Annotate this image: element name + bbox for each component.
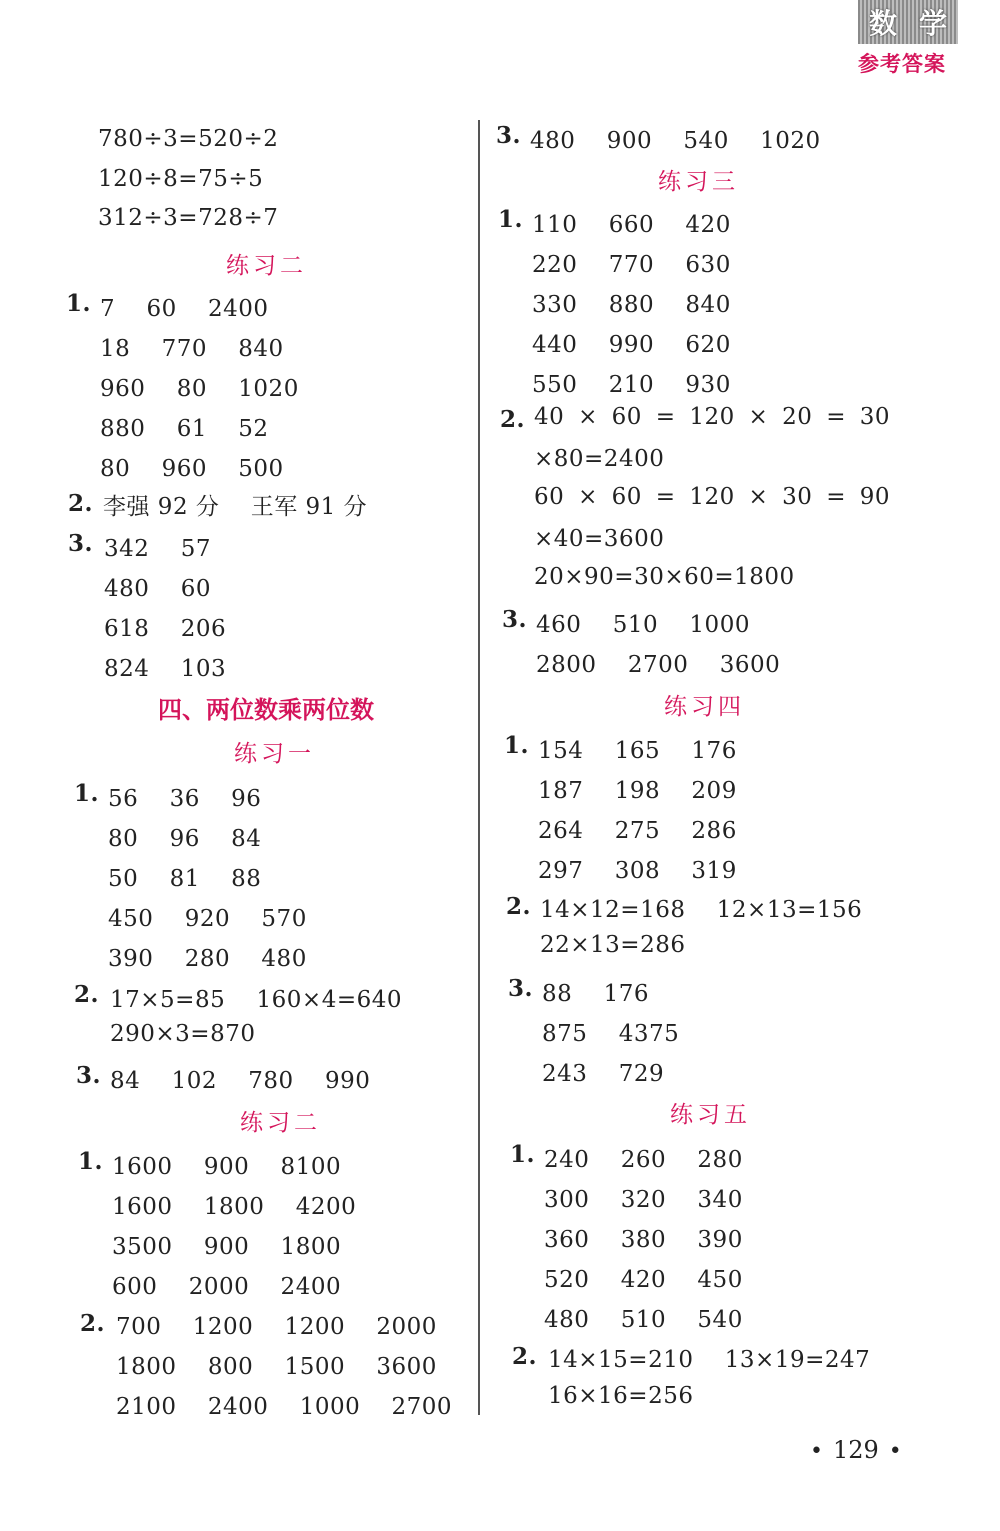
answer-line: 56 36 96 [108, 786, 262, 812]
answer-line: 14×12=168 12×13=156 [540, 897, 863, 923]
answer-line: 700 1200 1200 2000 [116, 1314, 437, 1340]
answer-line: 960 80 1020 [100, 376, 299, 402]
answer-line: 2100 2400 1000 2700 [116, 1394, 453, 1420]
answer-line: 84 102 780 990 [110, 1068, 371, 1094]
answer-line: 460 510 1000 [536, 612, 750, 638]
answer-line: 600 2000 2400 [112, 1274, 342, 1300]
answer-line: 7 60 2400 [100, 296, 269, 322]
answer-line: 240 260 280 [544, 1147, 743, 1173]
question-number: 2. [74, 981, 100, 1008]
bullet-right: • [888, 1439, 902, 1464]
answer-line: 290×3=870 [110, 1021, 256, 1047]
answer-line: 342 57 [104, 536, 211, 562]
question-number: 2. [506, 893, 532, 920]
page-number [800, 1436, 912, 1464]
subject-char-2: 学 [918, 7, 947, 40]
answer-line: 300 320 340 [544, 1187, 743, 1213]
answer-line: 18 770 840 [100, 336, 284, 362]
answer-line: 2800 2700 3600 [536, 652, 781, 678]
answer-line: 297 308 319 [538, 858, 737, 884]
exercise-heading: 练习四 [664, 694, 745, 720]
question-number: 1. [78, 1148, 104, 1175]
question-number: 3. [502, 606, 528, 633]
subject-char-1: 数 [868, 7, 897, 40]
question-number: 2. [512, 1343, 538, 1370]
question-number: 3. [508, 975, 534, 1002]
answer-line: 520 420 450 [544, 1267, 743, 1293]
answer-line: 220 770 630 [532, 252, 731, 278]
answer-line: 李强 92 分 王军 91 分 [103, 494, 368, 520]
equation-line: 780÷3=520÷2 [98, 126, 279, 152]
answer-line: 17×5=85 160×4=640 [110, 987, 402, 1013]
answer-line: 390 280 480 [108, 946, 307, 972]
question-number: 1. [498, 206, 524, 233]
answer-line: 480 60 [104, 576, 211, 602]
column-divider [478, 120, 480, 1415]
exercise-heading: 练习二 [240, 1110, 321, 1136]
subject-badge [858, 0, 962, 78]
answer-line: 618 206 [104, 616, 227, 642]
answer-line: ×80=2400 [534, 446, 665, 472]
answer-line: 264 275 286 [538, 818, 737, 844]
answer-line: 550 210 930 [532, 372, 731, 398]
question-number: 2. [80, 1310, 106, 1337]
answer-key-label: 参考答案 [858, 52, 946, 76]
question-number: 1. [74, 780, 100, 807]
answer-line: 110 660 420 [532, 212, 731, 238]
answer-line: ×40=3600 [534, 526, 665, 552]
answer-line: 50 81 88 [108, 866, 262, 892]
answer-line: 480 510 540 [544, 1307, 743, 1333]
answer-line: 243 729 [542, 1061, 665, 1087]
section-title: 四、两位数乘两位数 [158, 696, 374, 724]
answer-line: 824 103 [104, 656, 227, 682]
answer-line: 14×15=210 13×19=247 [548, 1347, 871, 1373]
answer-line: 187 198 209 [538, 778, 737, 804]
answer-line: 330 880 840 [532, 292, 731, 318]
answer-line: 450 920 570 [108, 906, 307, 932]
answer-line: 480 900 540 1020 [530, 128, 821, 154]
exercise-heading: 练习五 [670, 1102, 751, 1128]
answer-line: 1600 900 8100 [112, 1154, 342, 1180]
answer-line: 154 165 176 [538, 738, 737, 764]
question-number: 3. [496, 122, 522, 149]
question-number: 1. [66, 290, 92, 317]
answer-line: 80 96 84 [108, 826, 262, 852]
question-number: 3. [68, 530, 94, 557]
question-number: 2. [68, 490, 94, 517]
answer-line: 880 61 52 [100, 416, 269, 442]
question-number: 1. [504, 732, 530, 759]
answer-line: 60 × 60 = 120 × 30 = 90 [534, 484, 891, 510]
bullet-left: • [810, 1439, 823, 1464]
answer-line: 20×90=30×60=1800 [534, 564, 795, 590]
question-number: 1. [510, 1141, 536, 1168]
exercise-heading: 练习一 [234, 741, 315, 767]
equation-line: 120÷8=75÷5 [98, 166, 264, 192]
page-number-value: 129 [832, 1436, 879, 1464]
answer-line: 875 4375 [542, 1021, 680, 1047]
question-number: 3. [76, 1062, 102, 1089]
question-number: 2. [500, 406, 526, 433]
answer-line: 1600 1800 4200 [112, 1194, 357, 1220]
equation-line: 312÷3=728÷7 [98, 205, 279, 231]
answer-line: 1800 800 1500 3600 [116, 1354, 437, 1380]
answer-line: 440 990 620 [532, 332, 731, 358]
answer-line: 3500 900 1800 [112, 1234, 342, 1260]
subject-title [858, 0, 958, 44]
exercise-heading: 练习二 [226, 253, 307, 279]
answer-line: 22×13=286 [540, 932, 686, 958]
answer-line: 88 176 [542, 981, 649, 1007]
exercise-heading: 练习三 [658, 169, 739, 195]
answer-line: 80 960 500 [100, 456, 284, 482]
answer-line: 40 × 60 = 120 × 20 = 30 [534, 404, 891, 430]
answer-line: 360 380 390 [544, 1227, 743, 1253]
answer-line: 16×16=256 [548, 1383, 694, 1409]
